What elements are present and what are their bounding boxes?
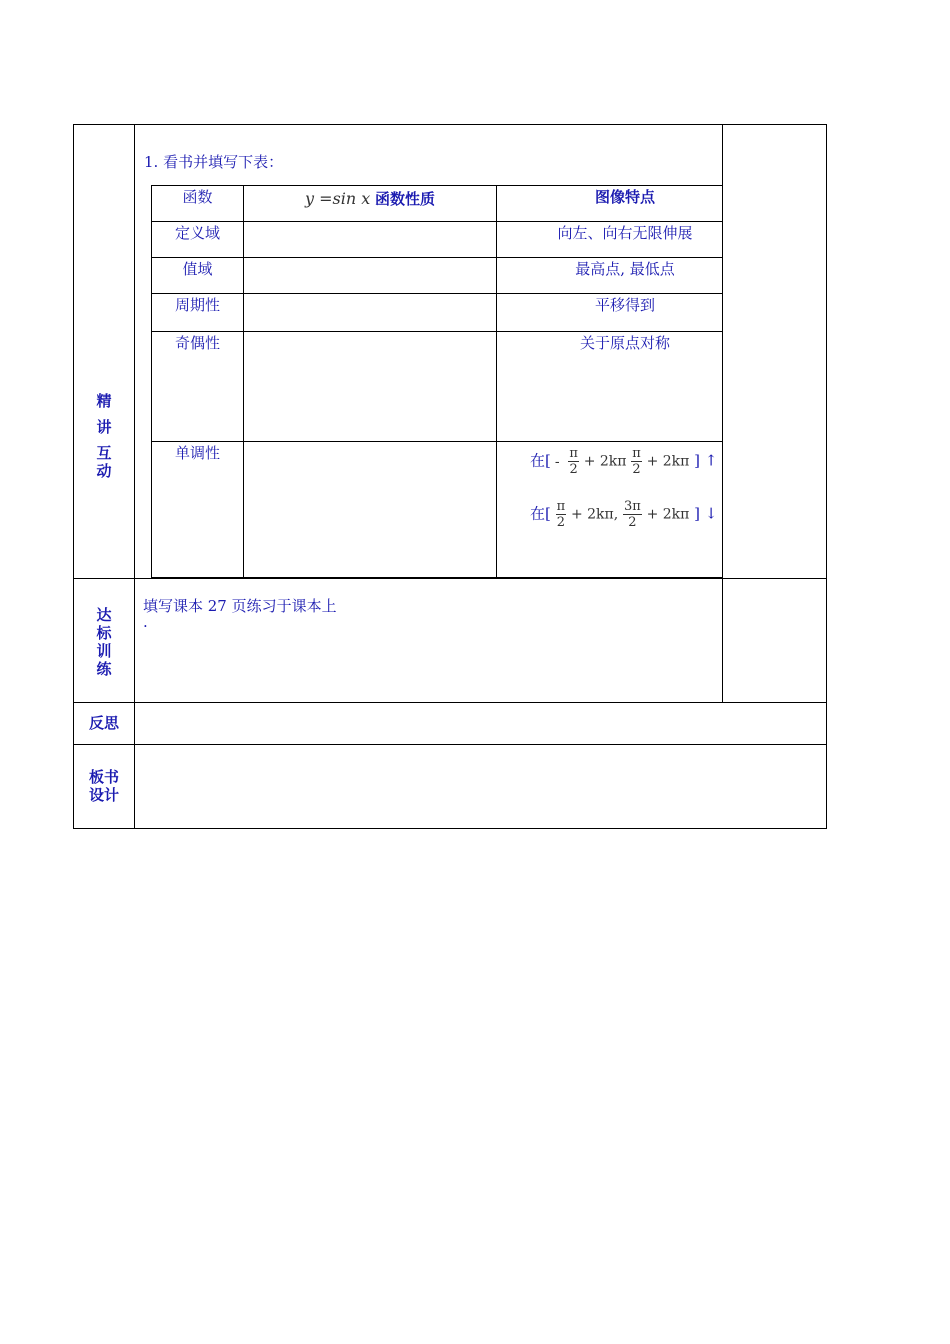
section-label-char: 互 — [96, 444, 112, 462]
section-label-char: 训 — [96, 642, 112, 660]
task-instruction: 1. 看书并填写下表： — [144, 153, 284, 171]
section-label-char: 标 — [96, 624, 112, 642]
inner-table-bottom — [151, 577, 723, 578]
interval-prefix: 在[ — [530, 451, 551, 470]
plus-2kpi-comma: + 2kπ, — [570, 506, 619, 523]
outer-bottom-border — [73, 828, 827, 829]
right-column-divider — [722, 124, 723, 703]
inner-col-line — [243, 185, 244, 578]
interval-close: ] — [694, 451, 701, 470]
monotonic-increasing-interval — [530, 446, 717, 477]
section-label-fansi: 反思 — [88, 714, 119, 732]
section-label-char: 达 — [96, 606, 112, 624]
header-formula: y =sin x — [304, 189, 371, 208]
outer-right-border — [826, 124, 827, 829]
fraction-pi-over-2: $\frac{\pi}{2}$ — [556, 499, 566, 530]
row-label-period: 周期性 — [174, 296, 220, 314]
row-label-parity: 奇偶性 — [174, 334, 220, 352]
outer-left-border — [73, 124, 74, 829]
row-label-monotonic: 单调性 — [174, 444, 220, 462]
minus-sign: - — [554, 453, 560, 470]
header-graph-features: 图像特点 — [594, 188, 655, 206]
feature-domain: 向左、向右无限伸展 — [557, 224, 693, 242]
header-function: 函数 — [182, 188, 213, 206]
fraction-3pi-over-2: $\frac{3\pi}{2}$ — [623, 499, 641, 530]
section-label-char: 动 — [96, 462, 112, 480]
feature-period: 平移得到 — [594, 296, 655, 314]
section-label-line: 板书 — [88, 768, 119, 786]
section-label-jingjiang — [88, 392, 120, 480]
row-divider-2 — [73, 702, 827, 703]
dabiao-instruction: 填写课本 27 页练习于课本上 — [143, 597, 337, 615]
feature-range: 最高点, 最低点 — [575, 260, 675, 278]
plus-2kpi: + 2kπ — [646, 506, 690, 523]
fraction-pi-over-2: $\frac{\pi}{2}$ — [632, 446, 641, 477]
header-properties — [244, 188, 496, 209]
plus-2kpi: + 2kπ — [583, 453, 627, 470]
row-divider-3 — [73, 744, 827, 745]
row-label-domain: 定义域 — [174, 224, 220, 242]
label-column-divider — [134, 124, 135, 829]
header-properties-label: 函数性质 — [375, 190, 436, 208]
row-label-range: 值域 — [182, 260, 213, 278]
section-label-char: 精 — [96, 392, 112, 410]
section-label-char: 练 — [96, 660, 112, 678]
down-arrow-icon: ↓ — [704, 504, 718, 523]
fraction-pi-over-2: $\frac{\pi}{2}$ — [569, 446, 578, 477]
section-label-char: 讲 — [96, 418, 112, 436]
section-label-dabiao — [88, 606, 120, 678]
row-divider-1 — [73, 578, 827, 579]
interval-prefix: 在[ — [530, 504, 551, 523]
plus-2kpi: + 2kπ — [646, 453, 690, 470]
outer-top-border — [73, 124, 827, 125]
interval-close: ] — [694, 504, 701, 523]
inner-col-line — [496, 185, 497, 578]
up-arrow-icon: ↑ — [704, 451, 718, 470]
feature-parity: 关于原点对称 — [579, 334, 670, 352]
inner-table-left — [151, 185, 152, 578]
section-label-banshu — [80, 768, 128, 804]
monotonic-decreasing-interval — [530, 499, 717, 530]
section-label-line: 设计 — [88, 786, 119, 804]
dabiao-dot: . — [143, 613, 148, 631]
